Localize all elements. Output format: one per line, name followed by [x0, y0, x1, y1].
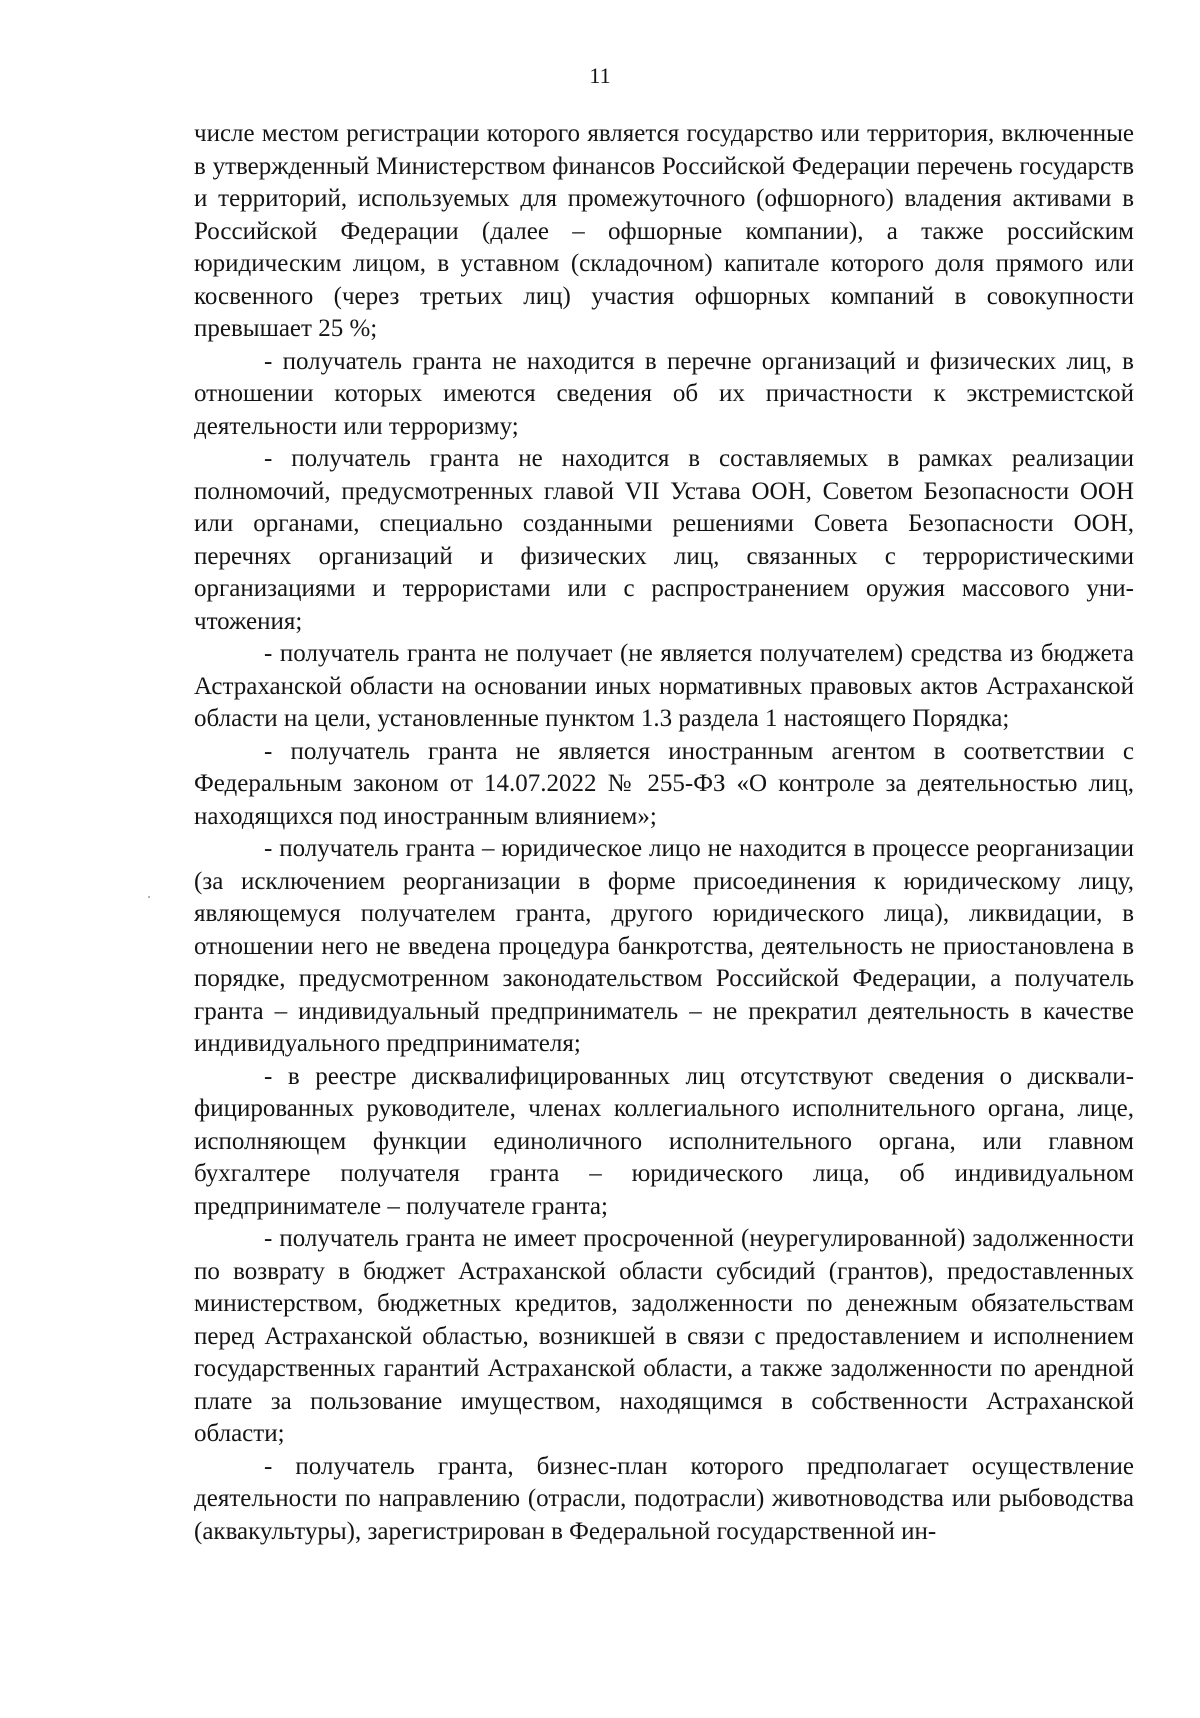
- paragraph-extremism-list: - получатель гранта не находится в перечне организаций и физических лиц, в отношении которых имеются сведения об их причастности к экстремистской деятельности или терроризму;: [194, 347, 1134, 440]
- paragraph-livestock-fisheries: - получатель гранта, бизнес-план которого предполагает осуществление деятельности по направлению (отрасли, подотрасли) животноводства или рыбоводства (аквакультуры), зарегистрирован в Федеральной государственной ин-: [194, 1452, 1134, 1545]
- paragraph-disqualified-persons: - в реестре дисквалифицированных лиц отсутствуют сведения о дисквалифицированных руководителе, членах коллегиального исполнительного органа, лице, исполняющем функции единоличного исполнительного органа, или главном бухгалтере получателя гранта – юридического лица, об индивидуальном предпринимателе – получателе гранта;: [194, 1062, 1134, 1220]
- scan-speck: [148, 896, 150, 898]
- paragraph-un-terrorism-list: - получатель гранта не находится в составляемых в рамках реализации полномочий, предусмотренных главой VII Устава ООН, Советом Безопасности ООН или органами, специально созданными решениями Совета Безопасности ООН, перечнях организаций и физических лиц, связанных с террористическими организациями и террористами или с распространением оружия массового уничтожения;: [194, 445, 1134, 635]
- page-number: 11: [589, 63, 611, 88]
- paragraph-budget-debt: - получатель гранта не имеет просроченной (неурегулированной) задолженности по возврату в бюджет Астраханской области субсидий (грантов), предоставленных министерством, бюджетных кредитов, задолженности по денежным обязательствам перед Астраханской областью, возникшей в связи с предоставлением и исполнением государственных гарантий Астраханской области, а также задолженности по арендной плате за пользование имуществом, находящимся в собственности Астраханской области;: [194, 1225, 1134, 1447]
- paragraph-other-budget-funds: - получатель гранта не получает (не является получателем) средства из бюджета Астраханской области на основании иных нормативных правовых актов Астраханской области на цели, установленные пунктом 1.3 раздела 1 настоящего Порядка;: [194, 640, 1134, 732]
- document-body: [194, 118, 1134, 1548]
- paragraph-reorganization: - получатель гранта – юридическое лицо не находится в процессе реорганизации (за исключением реорганизации в форме присоединения к юридическому лицу, являющемуся получателем гранта, другого юридического лица), ликвидации, в отношении него не введена процедура банкротства, деятельность не приостановлена в порядке, предусмотренном законодательством Российской Федерации, а получатель гранта – индивидуальный предприниматель – не прекратил деятельность в качестве индивидуального предпринимателя;: [194, 835, 1134, 1057]
- paragraph-offshore-continuation: числе местом регистрации которого является государство или территория, включенные в утвержденный Министерством финансов Российской Федерации перечень государств и территорий, используемых для промежуточного (офшорного) владения активами в Российской Федерации (далее – офшорные компании), а также российским юридическим лицом, в уставном (складочном) капитале которого доля прямого или косвенного (через третьих лиц) участия офшорных компаний в совокупности превышает 25 %;: [194, 120, 1134, 342]
- paragraph-foreign-agent: - получатель гранта не является иностранным агентом в соответствии с Федеральным законом от 14.07.2022 № 255-ФЗ «О контроле за деятельностью лиц, находящихся под иностранным влиянием»;: [194, 737, 1134, 830]
